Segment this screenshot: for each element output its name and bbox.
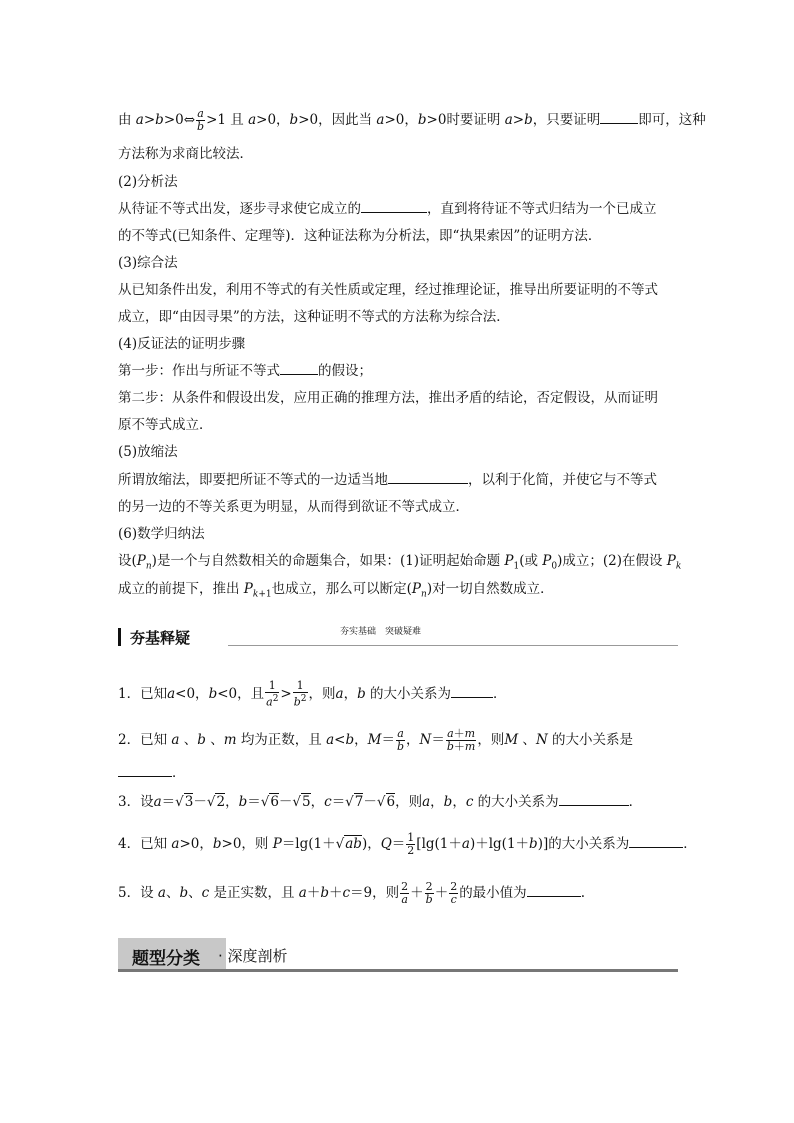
answer-blank[interactable]: [361, 200, 427, 213]
answer-blank[interactable]: [280, 362, 318, 375]
section-title: 夯基释疑: [130, 629, 191, 647]
answer-blank[interactable]: [600, 111, 638, 124]
answer-blank[interactable]: [527, 884, 581, 897]
paragraph-line: 的不等式(已知条件、定理等)．这种证法称为分析法，即“执果索因”的证明方法．: [118, 228, 602, 244]
answer-blank[interactable]: [388, 471, 468, 484]
paragraph-ratio-method: 由 a>b>0⇔ $\frac{a}{b}$ >1 且 a>0，b>0，因此当 a>0，b>0时要证明 a>b，只要证明 即可，这种: [118, 107, 706, 133]
question-5: 5．设 a、b、c 是正实数，且 a＋b＋c＝9，则 $\frac{2}{a}$ ＋ $\frac{2}{b}$ ＋ $\frac{2}{c}$ 的最小值为 .: [118, 880, 585, 906]
paragraph-line: 从已知条件出发，利用不等式的有关性质或定理，经过推理论证，推导出所要证明的不等式: [118, 282, 658, 298]
question-2: 2．已知 a 、b 、m 均为正数，且 a<b，M＝ $\frac{a}{b}$ ，N＝ $\frac{a+m}{b+m}$ ，则M 、N 的大小关系是: [118, 727, 634, 753]
paragraph-line: 方法称为求商比较法．: [118, 146, 253, 162]
paragraph-line: 第一步：作出与所证不等式 的假设；: [118, 363, 372, 379]
paragraph-line: 从待证不等式出发，逐步寻求使它成立的 ，直到将待证不等式归结为一个已成立: [118, 201, 657, 217]
answer-blank[interactable]: [629, 835, 683, 848]
section-heading-synthesis: (3)综合法: [118, 255, 178, 271]
question-2-answer: ．: [118, 764, 186, 782]
section-heading-contradiction: (4)反证法的证明步骤: [118, 336, 246, 352]
section-header-basics: [118, 624, 678, 648]
answer-blank[interactable]: [118, 764, 172, 777]
section-heading-analysis: (2)分析法: [118, 174, 178, 190]
question-1: 1．已知a<0，b<0，且 $\frac{1}{a^2}$ > $\frac{1}{b^2}$ ，则a，b 的大小关系为 ．: [118, 679, 507, 709]
divider: [228, 645, 678, 646]
question-3: 3．设a＝√3－√2，b＝√6－√5，c＝√7－√6，则a，b，c 的大小关系为 ．: [118, 794, 643, 810]
paragraph-line: 第二步：从条件和假设出发，应用正确的推理方法，推出矛盾的结论，否定假设，从而证明: [118, 390, 658, 406]
paragraph-line: 原不等式成立．: [118, 417, 213, 433]
section-subtitle: 夯实基础 突破疑难: [336, 624, 425, 637]
section-title: 题型分类: [132, 949, 200, 969]
section-header-types: [118, 938, 678, 972]
paragraph-line: 成立，即“由因寻果”的方法，这种证明不等式的方法称为综合法．: [118, 309, 510, 325]
section-heading-scaling: (5)放缩法: [118, 444, 178, 460]
question-4: 4．已知 a>0，b>0，则 P＝lg(1＋√ab)，Q＝ $\frac{1}{2}$ [lg(1＋a)＋lg(1＋b)]的大小关系为 ．: [118, 831, 697, 857]
answer-blank[interactable]: [559, 793, 629, 806]
answer-blank[interactable]: [451, 685, 493, 698]
paragraph-line: 设$(P_n)$是一个与自然数相关的命题集合，如果：(1)证明起始命题 $P_1$(或 $P_0$)成立；(2)在假设 $P_k$: [118, 553, 682, 572]
paragraph-line: 的另一边的不等关系更为明显，从而得到欲证不等式成立．: [118, 499, 469, 515]
section-subtitle: · 深度剖析: [218, 947, 288, 965]
divider: [118, 969, 678, 972]
paragraph-line: 所谓放缩法，即要把所证不等式的一边适当地 ，以利于化简，并使它与不等式: [118, 472, 657, 488]
section-heading-induction: (6)数学归纳法: [118, 526, 205, 542]
paragraph-line: 成立的前提下，推出 $P_{k+1}$也成立，那么可以断定$(P_n)$对一切自然数成立．: [118, 581, 554, 600]
header-bar: [118, 628, 121, 646]
